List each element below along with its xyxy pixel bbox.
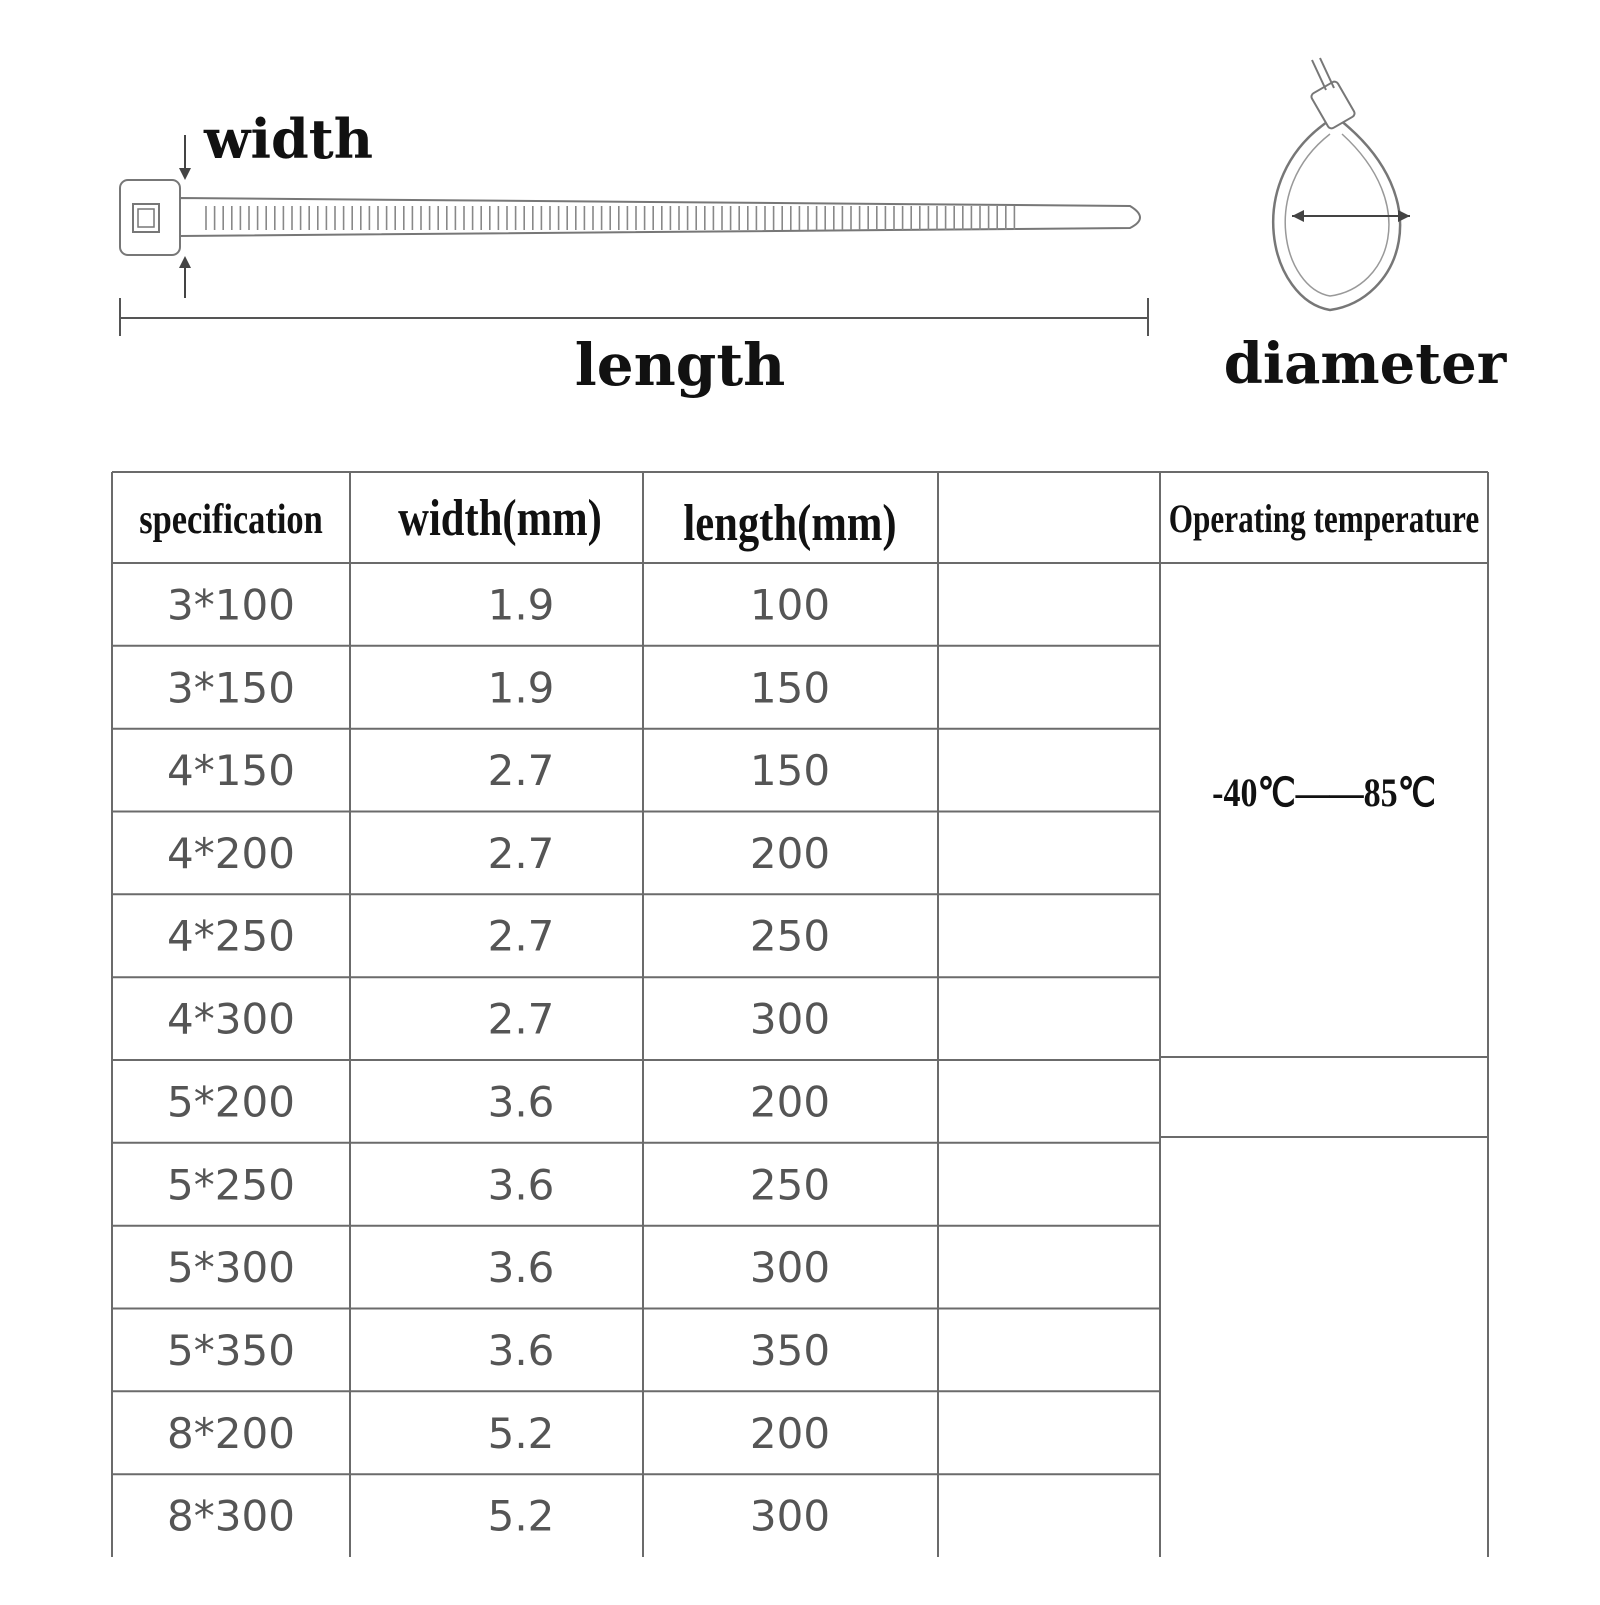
cell-length: 250 [749,911,831,961]
cell-specification: 3*150 [167,663,295,713]
cell-length: 200 [749,828,831,878]
cell-specification: 3*100 [167,580,295,630]
cell-width: 5.2 [487,1408,555,1458]
table-row [167,1160,830,1209]
length-label: length [574,331,786,399]
table-row [167,1077,830,1126]
cell-width: 3.6 [487,1243,555,1293]
cell-length: 300 [749,994,831,1044]
cell-length: 300 [749,1243,831,1293]
header-specification: specification [139,496,323,543]
table-row [167,1409,830,1458]
width-label: width [204,107,373,171]
cell-width: 2.7 [487,911,555,961]
cell-length: 200 [749,1408,831,1458]
table-row [167,1326,830,1375]
table-row [167,1492,830,1541]
cell-specification: 5*250 [167,1160,295,1210]
cell-specification: 4*300 [167,994,295,1044]
table-row [167,663,830,712]
cell-width: 3.6 [487,1325,555,1375]
cell-width: 1.9 [487,580,555,630]
cell-length: 100 [749,580,831,630]
table-row [167,829,830,878]
cell-specification: 5*350 [167,1325,295,1375]
header-operating-temperature: Operating temperature [1168,496,1480,541]
cell-width: 3.6 [487,1077,555,1127]
tie-head-slot [133,204,159,232]
tie-head [120,180,180,255]
cell-width: 3.6 [487,1160,555,1210]
cell-width: 2.7 [487,746,555,796]
cell-specification: 5*200 [167,1077,295,1127]
diameter-label: diameter [1223,331,1507,397]
cell-length: 150 [749,663,831,713]
cell-length: 250 [749,1160,831,1210]
cable-tie-illustration [120,180,1140,255]
cell-width: 2.7 [487,994,555,1044]
cell-length: 350 [749,1325,831,1375]
cell-specification: 8*300 [167,1491,295,1541]
header-width: width(mm) [398,490,602,548]
cell-width: 1.9 [487,663,555,713]
tie-teeth [206,206,1014,230]
cell-specification: 8*200 [167,1408,295,1458]
temperature-range: -40℃——85℃ [1212,771,1436,816]
cell-width: 5.2 [487,1491,555,1541]
tie-strap [180,198,1140,236]
table-row [167,995,830,1044]
cell-length: 200 [749,1077,831,1127]
table-row [167,580,830,629]
cell-length: 300 [749,1491,831,1541]
table-row [167,1243,830,1292]
header-length: length(mm) [683,495,897,553]
cell-length: 150 [749,746,831,796]
looped-tie-illustration [1273,58,1410,310]
cell-width: 2.7 [487,828,555,878]
cell-specification: 4*200 [167,828,295,878]
table-row [167,912,830,961]
table-row [167,746,830,795]
cell-specification: 4*250 [167,911,295,961]
cell-specification: 4*150 [167,746,295,796]
cell-specification: 5*300 [167,1243,295,1293]
